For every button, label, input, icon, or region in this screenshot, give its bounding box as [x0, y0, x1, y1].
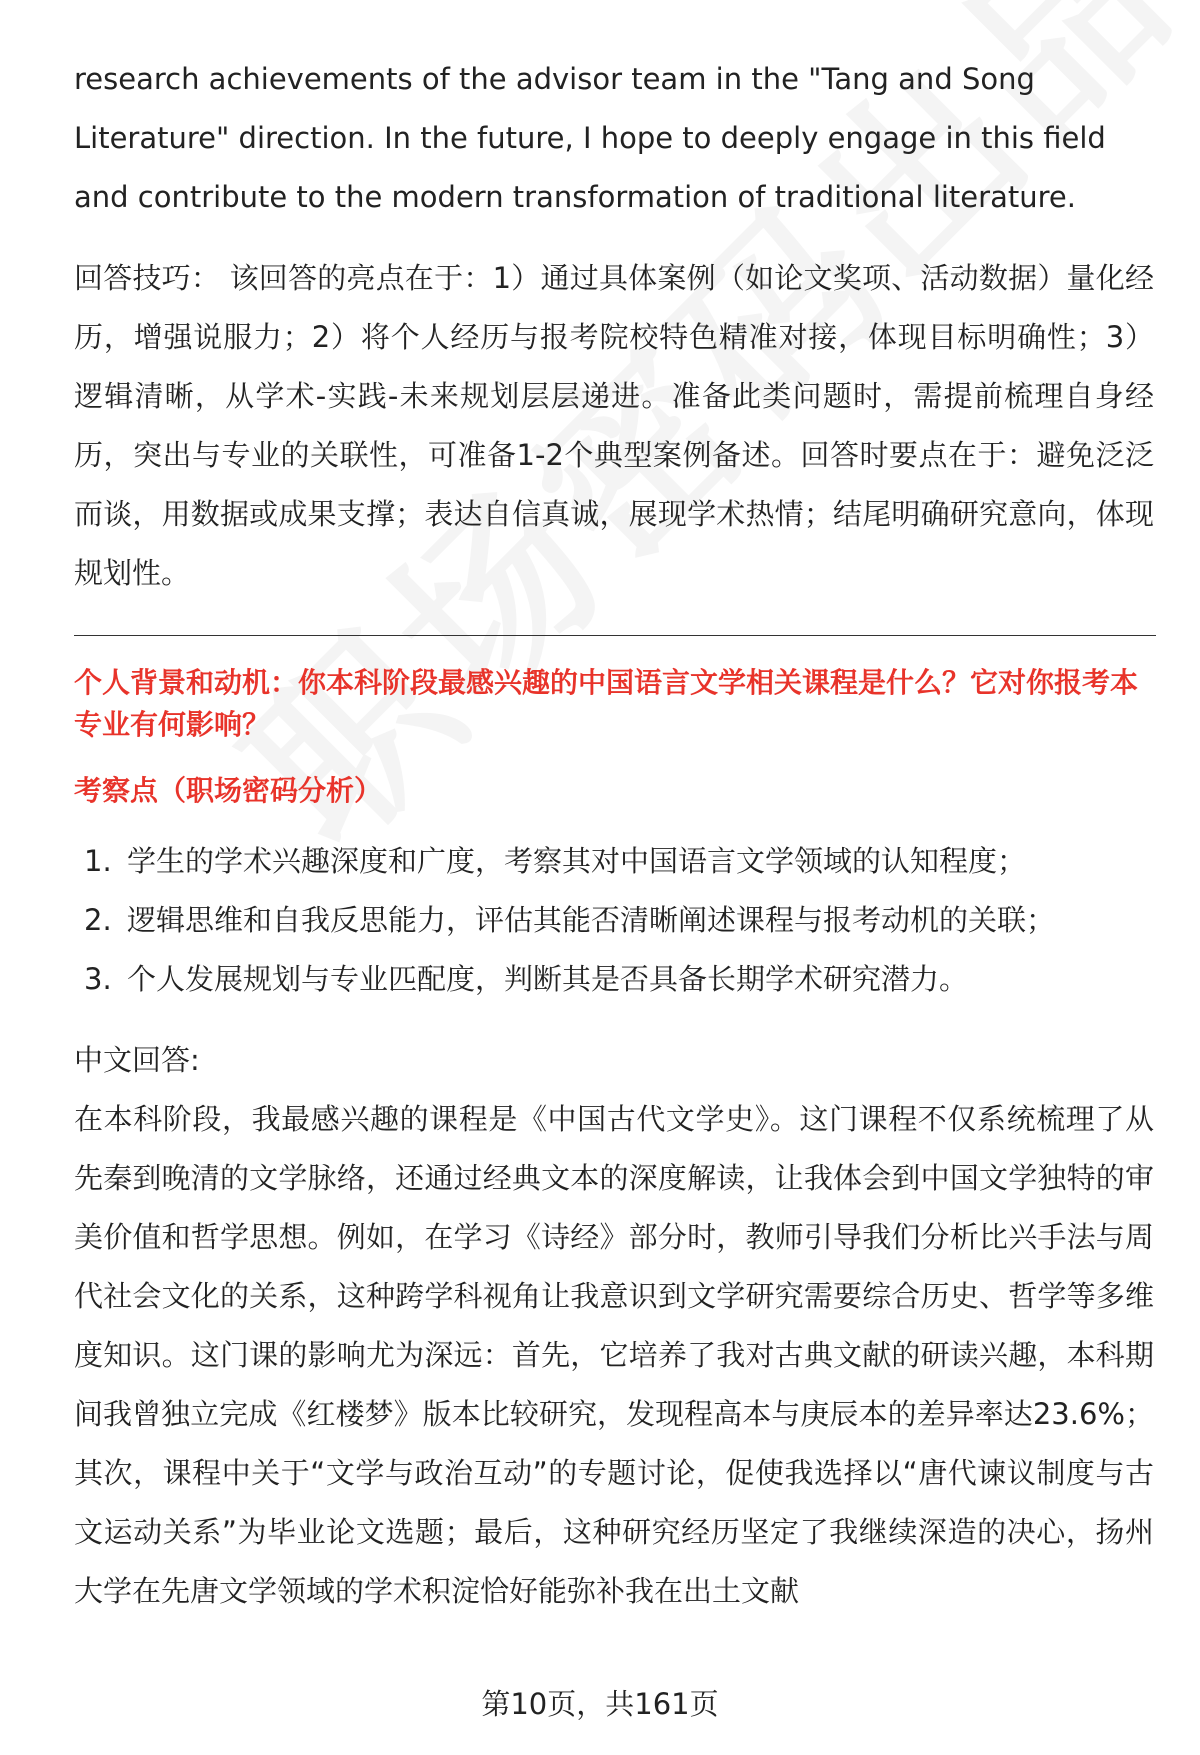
list-item [74, 950, 1154, 1009]
list-item-number: 2. [84, 903, 112, 937]
section-divider [74, 635, 1156, 636]
list-item-number: 1. [84, 844, 112, 878]
list-item [74, 832, 1154, 891]
assessment-title: 考察点（职场密码分析） [74, 774, 383, 807]
document-page [74, 50, 1154, 1621]
answer-tips-paragraph: 回答技巧： 该回答的亮点在于：1）通过具体案例（如论文奖项、活动数据）量化经历，增强说服力；2）将个人经历与报考院校特色精准对接，体现目标明确性；3）逻辑清晰，从学术-实践-未来规划层层递进。准备此类问题时，需提前梳理自身经历，突出与专业的关联性，可准备1-2个典型案例备述。回答时要点在于：避免泛泛而谈，用数据或成果支撑；表达自信真诚，展现学术热情；结尾明确研究意向，体现规划性。 [74, 261, 1154, 590]
answer-label: 中文回答: [74, 1043, 200, 1077]
page-number-footer: 第10页，共161页 [481, 1687, 719, 1721]
answer-body: 在本科阶段，我最感兴趣的课程是《中国古代文学史》。这门课程不仅系统梳理了从先秦到晚清的文学脉络，还通过经典文本的深度解读，让我体会到中国文学独特的审美价值和哲学思想。例如，在学习《诗经》部分时，教师引导我们分析比兴手法与周代社会文化的关系，这种跨学科视角让我意识到文学研究需要综合历史、哲学等多维度知识。这门课的影响尤为深远：首先，它培养了我对古典文献的研读兴趣，本科期间我曾独立完成《红楼梦》版本比较研究，发现程高本与庚辰本的差异率达23.6%；其次，课程中关于“文学与政治互动”的专题讨论，促使我选择以“唐代谏议制度与古文运动关系”为毕业论文选题；最后，这种研究经历坚定了我继续深造的决心，扬州大学在先唐文学领域的学术积淀恰好能弥补我在出土文献 [74, 1102, 1154, 1608]
question-heading: 个人背景和动机：你本科阶段最感兴趣的中国语言文学相关课程是什么？它对你报考本专业有何影响？ [74, 666, 1139, 741]
list-item-text: 逻辑思维和自我反思能力，评估其能否清晰阐述课程与报考动机的关联； [127, 903, 1056, 937]
list-item-text: 学生的学术兴趣深度和广度，考察其对中国语言文学领域的认知程度； [127, 844, 1027, 878]
list-item-text: 个人发展规划与专业匹配度，判断其是否具备长期学术研究潜力。 [127, 962, 969, 996]
list-item [74, 891, 1154, 950]
assessment-points-list [74, 832, 1154, 1009]
list-item-number: 3. [84, 962, 112, 996]
intro-paragraph: research achievements of the advisor team in the "Tang and Song Literature" direction. In the future, I hope to deeply engage in this field and contribute to the modern transformation of traditional literature. [74, 62, 1106, 214]
